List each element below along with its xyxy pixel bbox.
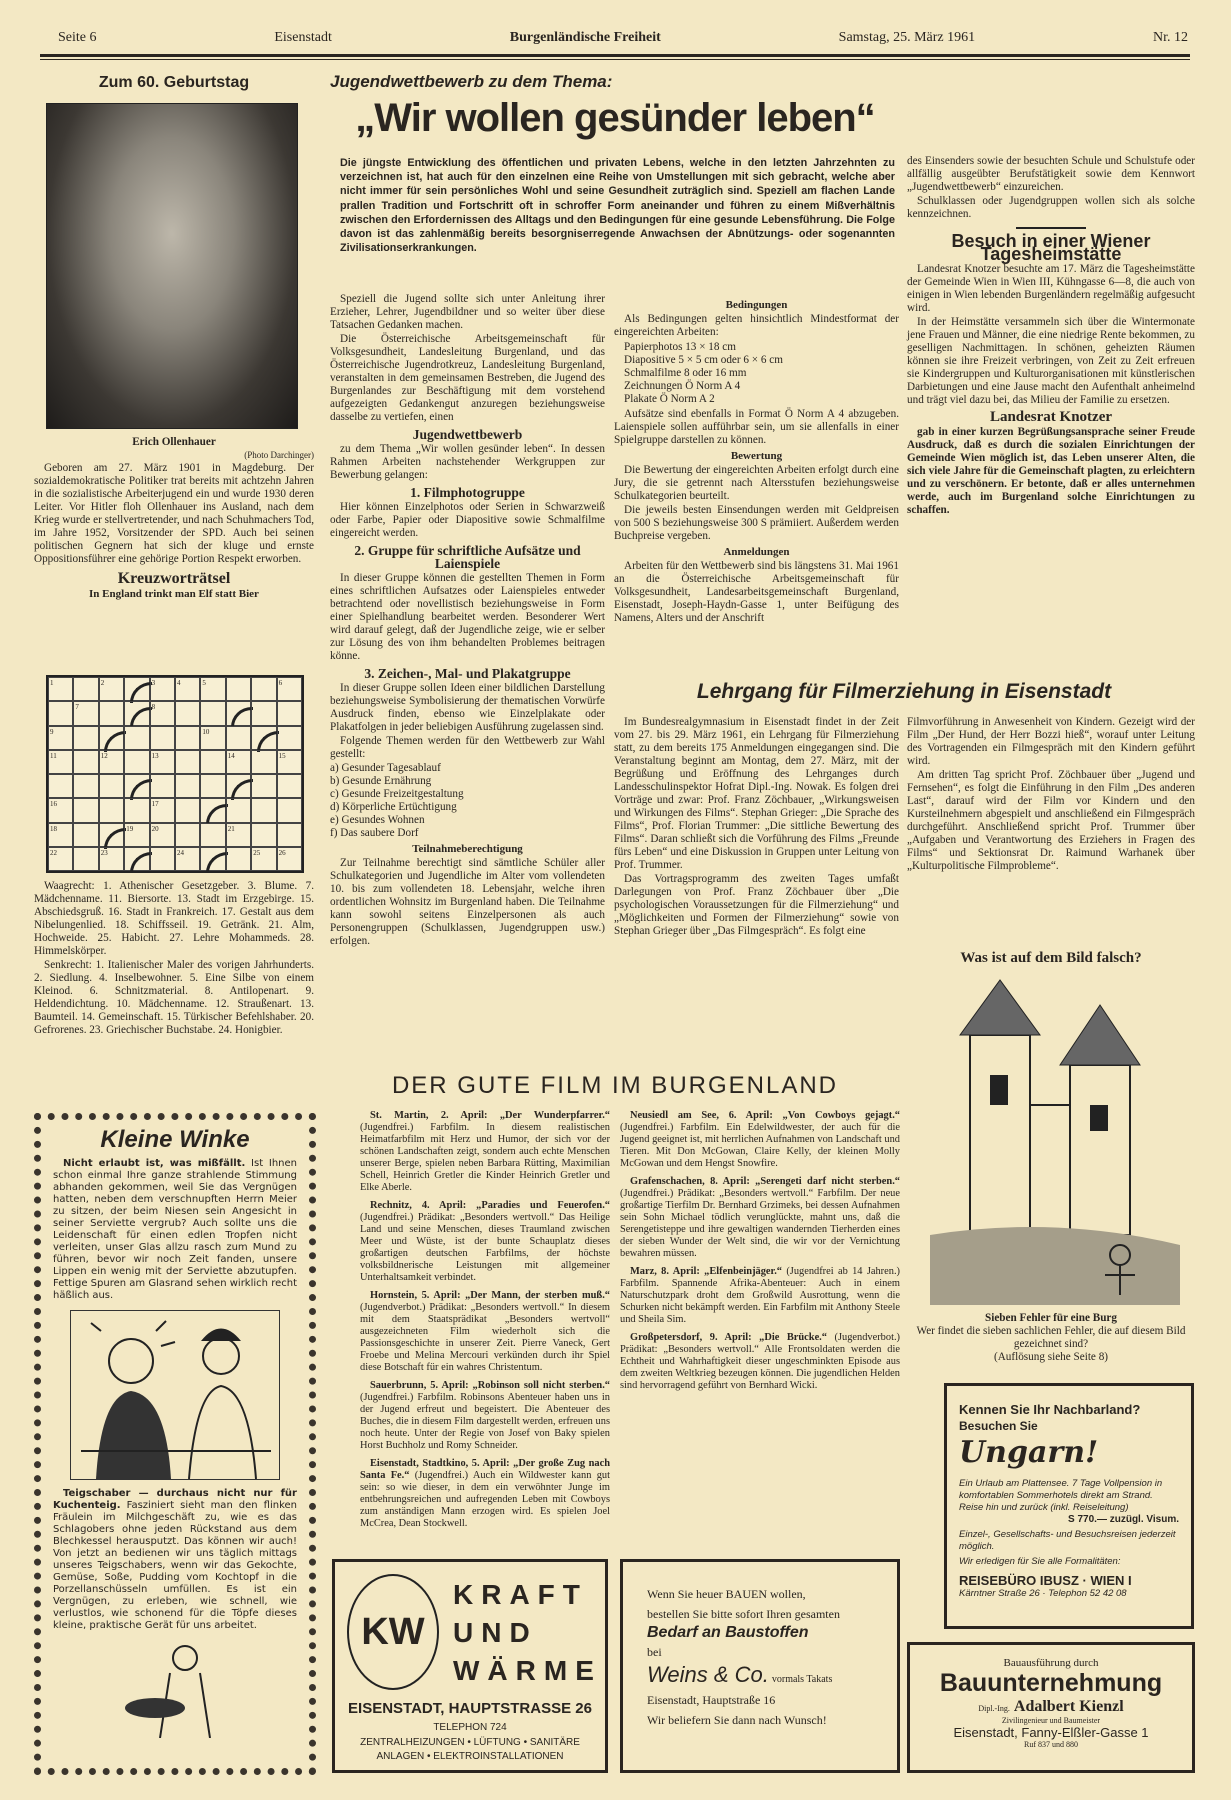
film-entry (360, 1200, 610, 1284)
kw-address: EISENSTADT, HAUPTSTRASSE 26 (348, 1700, 592, 1717)
paragraph: In dieser Gruppe können die gestellten Themen in Form eines schriftlichen Aufsatzes oder Laienspieles entweder betrachtend oder novellistisch beziehungsweise in Form einer Spielhandlung bearbeitet werden. Besonderer Wert wird darauf gelegt, daß der Jugendliche zeige, wie er selber zur Lösung des von ihm behandelten Problemes beitragen könne. (330, 572, 605, 662)
paragraph: In der Heimstätte versammeln sich über die Wintermonate jene Frauen und Männer, die eine niedrige Rente bekommen, zu geselligen Nachmittagen. In schönen, geheizten Räumen können sie ihre Freizeit verbringen, von Zeit zu Zeit erfreuen sie Kindergruppen und Kulturorganisationen mit künstlerischen Darbietungen und eine Jause macht den Aufenthalt anheimelnd und trägt viel dazu bei, das Milieu der Familie zu ersetzen. (907, 316, 1195, 406)
owner-sub: Zivilingenieur und Baumeister (1001, 1716, 1101, 1725)
puzzle-caption (907, 1312, 1195, 1364)
course-column-2 (907, 716, 1195, 874)
subheading: 3. Zeichen-, Mal- und Plakatgruppe (364, 666, 571, 681)
ad-line: bestellen Sie bitte sofort Ihren gesamten (647, 1607, 840, 1621)
crossword-cell[interactable]: 24 (175, 847, 200, 871)
subheading: Bedingungen (725, 299, 788, 311)
crossword-cell[interactable] (175, 823, 200, 847)
crossword-cell[interactable] (277, 798, 302, 822)
formats-list (614, 341, 899, 406)
film-entry-title: Eisenstadt, Stadtkino, 5. April: „Der große Zug nach Santa Fe.“ (360, 1458, 610, 1481)
crossword-cell[interactable] (73, 798, 98, 822)
contest-kicker: Jugendwettbewerb zu dem Thema: (330, 72, 613, 91)
crossword-cell[interactable] (124, 847, 149, 871)
winke-text-2: Fasziniert sieht man den flinken Fräulein im Milchgeschäft zu, wie es das Schlagobers ohne jeden Rückstand aus dem Blechkessel herausputzt. Das können wir auch! Von jetzt an bedienen wir uns täglich mittags unseres Teigschabers, wenn wir das Gekochte, Gemüse, Soße, Pudding vom Kochtopf in die Porzellanschüsseln umfüllen. Es ist ein Vergnügen, zu erleben, wie schnell, wie verlustlos, wie schonend für die Töpfe dieses kleine, praktische Gerät für uns arbeitet. (53, 1500, 297, 1631)
kw-word: WÄRME (453, 1655, 602, 1686)
visit-headline: Besuch in einer Wiener Tagesheimstätte (951, 231, 1151, 264)
crossword-cell[interactable]: 19 (124, 823, 149, 847)
portrait-name: Erich Ollenhauer (132, 436, 216, 448)
ad-line: Bedarf an Baustoffen (647, 1624, 809, 1641)
subheading: 2. Gruppe für schriftliche Aufsätze und Laienspiele (354, 543, 581, 571)
film-column-2 (620, 1110, 900, 1398)
ad-line: Kennen Sie Ihr Nachbarland? (959, 1402, 1141, 1417)
ad-text: Wir erledigen für Sie alle Formalitäten: (959, 1556, 1121, 1567)
winke-text-1: Ist Ihnen schon einmal Ihre ganze strahlende Stimmung abhanden gekommen, weil Sie das Vergnügen hatten, neben dem verschnupften Herrn Meier zu sitzen, der beim Niesen sein Angesicht in seiner Serviette vergrub? Auch sollte uns die Leidenschaft für einen edlen Tropfen nicht verleiten, unser Glas allzu rasch zum Mund zu führen, bevor wir noch Zeit fanden, unsere Lippen ein wenig mit der Serviette abzutupfen. Fettige Spuren am Glasrand sehen wirklich recht häßlich aus. (53, 1158, 297, 1301)
birthday-article (34, 436, 314, 602)
winke-lead-1: Nicht erlaubt ist, was mißfällt. (63, 1158, 246, 1169)
crossword-cell[interactable] (124, 726, 149, 750)
weins-name: Weins & Co. (647, 1662, 769, 1687)
crossword-cell[interactable] (48, 701, 73, 725)
film-entry-title: Großpetersdorf, 9. April: „Die Brücke.“ (630, 1332, 827, 1343)
film-entry (360, 1458, 610, 1530)
ungarn-script: Ungarn! (959, 1435, 1099, 1470)
crossword-subtitle: In England trinkt man Elf statt Bier (89, 588, 259, 600)
theme-item: a) Gesunder Tagesablauf (330, 762, 441, 774)
portrait-photo (46, 103, 298, 429)
format-item: Zeichnungen Ö Norm A 4 (624, 380, 741, 392)
crossword-cell[interactable] (277, 701, 302, 725)
crossword-cell[interactable]: 11 (48, 750, 73, 774)
bau-address: Eisenstadt, Fanny-Elßler-Gasse 1 (953, 1725, 1149, 1740)
crossword-cell[interactable]: 16 (48, 798, 73, 822)
crossword-cell[interactable] (99, 823, 124, 847)
crossword-cell[interactable] (200, 823, 225, 847)
film-entry-text: (Jugendfrei.) Auch ein Wildwester kann gut sein: so wie dieser, in dem ein verwöhnter Junge im entbehrungsreichen und aufregenden Leben mit Cowboys zum anständigen Mann erzogen wird. Es spielen Joel McCrea, Dean Stockwell. (360, 1470, 610, 1529)
paragraph: In dieser Gruppe sollen Ideen einer bildlichen Darstellung beziehungsweise Symbolisierung der thematischen Vorwürfe Ausdruck finden, ebenso wie Einzelplakate oder Plakatfolgen in jeder beliebigen Ausführung zugelassen sind. (330, 682, 605, 733)
bau-name: Bauunternehmung (939, 1669, 1163, 1697)
ad-line: Wir beliefern Sie dann nach Wunsch! (647, 1713, 827, 1727)
crossword-cell[interactable]: 26 (277, 847, 302, 871)
crossword-cell[interactable] (150, 774, 175, 798)
crossword-cell[interactable]: 4 (175, 677, 200, 701)
film-entry (360, 1110, 610, 1194)
ad-line: bei (647, 1645, 662, 1659)
subheading: Bewertung (730, 450, 783, 462)
film-entry-title: Neusiedl am See, 6. April: „Von Cowboys gejagt.“ (630, 1110, 900, 1121)
paragraph: Zur Teilnahme berechtigt sind sämtliche Schüler aller Schulkategorien und Jugendliche im Alter vom vollendeten 10. bis zum vollendeten 18. Lebensjahr, welche ihren ordentlichen Wohnsitz im Burgenland haben. Die Teilnahme kann sowohl seitens Einzelpersonen als auch Personengruppen (Schulklassen, Jugendgruppen usw.) erfolgen. (330, 857, 605, 947)
subheading: Anmeldungen (723, 546, 790, 558)
crossword-cell[interactable] (73, 726, 98, 750)
themes-list (330, 762, 605, 840)
contest-column-1 (330, 293, 605, 949)
contest-intro: Die jüngste Entwicklung des öffentlichen und privaten Lebens, welche in den letzten Jahrzehnten zu verzeichnen ist, hat auch für den einzelnen eine Reihe von Umstellungen mit sich gebracht, welche aber nicht immer für sein persönliches Wohl und seine Gesundheit zuträglich sind. Speziell am flachen Lande prallen Tradition und Fortschritt oft in schroffer Form aneinander und führen zu einem Mißverhältnis zwischen den Erfordernissen des Alltags und den Bedingungen für eine gesunde Lebensführung. Die Folge davon ist das zahlenmäßig bereits besorgniserregende Anwachsen der Abnützungs- oder sogenannten Zivilisationserkrankungen. (340, 157, 895, 255)
paragraph: Am dritten Tag spricht Prof. Zöchbauer über „Jugend und Fernsehen“, es folgt die Einführung in den Film „Des anderen Last“, darauf wird der Film vor Kindern und den Kursteilnehmern abgespielt und anschließend ein Filmgespräch durchgeführt. Anschließend spricht Prof. Trummer über „Aufgaben und Verantwortung des Erziehers in Fragen des Films“ und Sektionsrat Dr. Raimund Warhanek über „Kulturpolitische Filmprobleme“. (907, 769, 1195, 872)
castle-drawing (930, 975, 1180, 1305)
paragraph: Filmvorführung in Anwesenheit von Kindern. Gezeigt wird der Film „Der Hund, der Herr Bozzi hieß“, worauf unter Leitung des Vortragenden ein Filmgespräch mit den Kindern geführt wird. (907, 716, 1195, 767)
crossword-cell[interactable] (124, 701, 149, 725)
agency-name: REISEBÜRO IBUSZ · WIEN I (959, 1573, 1132, 1588)
agency-address: Kärntner Straße 26 · Telephon 52 42 08 (959, 1588, 1127, 1599)
ad-text: Ein Urlaub am Plattensee. 7 Tage Vollpension in komfortablen Sommerhotels direkt am Strand. Reise hin und zurück (inkl. Reiseleitung) (959, 1478, 1163, 1513)
crossword-cell[interactable]: 10 (200, 726, 225, 750)
ad-line: Bauausführung durch (1003, 1657, 1099, 1669)
crossword-cell[interactable]: 23 (99, 847, 124, 871)
kw-word: KRAFT (453, 1579, 588, 1610)
ad-weins (620, 1559, 900, 1773)
crossword-cell[interactable] (277, 774, 302, 798)
ad-ungarn (944, 1383, 1194, 1629)
crossword-cell[interactable] (277, 823, 302, 847)
crossword-cell[interactable] (99, 726, 124, 750)
crossword-cell[interactable] (124, 774, 149, 798)
crossword-cell[interactable]: 5 (200, 677, 225, 701)
crossword-cell[interactable]: 8 (150, 701, 175, 725)
crossword-cell[interactable] (226, 677, 251, 701)
crossword-cell[interactable] (175, 750, 200, 774)
format-item: Papierphotos 13 × 18 cm (624, 341, 736, 353)
format-item: Plakate Ö Norm A 2 (624, 393, 715, 405)
clues-down: Senkrecht: 1. Italienischer Maler des vorigen Jahrhunderts. 2. Siedlung. 4. Inselbewohner. 5. Eine Silbe von einem Kleinod. 6. Schnitzmaterial. 8. Antilopenart. 9. Heldendichtung. 10. Mädchenname. 12. Straußenart. 13. Baumteil. 14. Gemeinschaft. 15. Türkischer Befehlshaber. 20. Gefrorenes. 23. Griechischer Buchstabe. 24. Honigbier. (34, 959, 314, 1036)
issue-number: Nr. 12 (1153, 30, 1188, 45)
crossword-cell[interactable] (99, 701, 124, 725)
crossword-cell[interactable]: 3 (150, 677, 175, 701)
weins-address: Eisenstadt, Hauptstraße 16 (647, 1693, 776, 1707)
crossword-cell[interactable]: 1 (48, 677, 73, 701)
crossword-cell[interactable] (226, 701, 251, 725)
crossword-cell[interactable] (226, 774, 251, 798)
crossword-cell[interactable] (251, 677, 276, 701)
owner-name: Adalbert Kienzl (1013, 1698, 1124, 1715)
crossword-cell[interactable] (175, 798, 200, 822)
theme-item: f) Das saubere Dorf (330, 827, 419, 839)
kw-telephone: TELEPHON 724 (433, 1722, 507, 1733)
crossword-cell[interactable] (251, 726, 276, 750)
place: Eisenstadt (274, 30, 332, 45)
kw-word: UND (453, 1617, 538, 1648)
crossword-cell[interactable] (124, 750, 149, 774)
theme-item: e) Gesundes Wohnen (330, 814, 425, 826)
crossword-cell[interactable] (226, 798, 251, 822)
film-entry-text: (Jugendfrei.) Prädikat: „Besonders wertvoll.“ Farbfilm. Der neue großartige Tierfilm Dr. Bernhard Grzimeks, bei dessen Aufnahmen sein Sohn Michael tödlich verunglückte, mahnt uns, daß die Serengetisteppe und ihre gewaltigen wandernden Tierherden eines der sieben Wunder der Welt sind, die wir vor der Vernichtung bewahren müssen. (620, 1188, 900, 1259)
birthday-kicker: Zum 60. Geburtstag (98, 74, 250, 91)
crossword-cell[interactable] (73, 847, 98, 871)
crossword-cell[interactable]: 17 (150, 798, 175, 822)
birthday-text: Geboren am 27. März 1901 in Magdeburg. Der sozialdemokratische Politiker trat bereits mit achtzehn Jahren in die sozialistische Arbeiterjugend ein und wurde 1930 deren Leiter. Vor Hitler floh Ollenhauer ins Ausland, nach dem Krieg wurde er stellvertretender, und nach Schuhmachers Tod, im Jahre 1952, Vorsitzender der SPD. Auch bei seinen politischen Gegnern hat sich der kluge und ernste Oppositionsführer eine gehörige Portion Respekt erworben. (34, 462, 314, 565)
film-entry (360, 1290, 610, 1374)
crossword-cell[interactable]: 13 (150, 750, 175, 774)
paragraph: Das Vortragsprogramm des zweiten Tages umfaßt Darlegungen von Prof. Franz Zöchbauer über „Die psychologischen Voraussetzungen für die Filmerziehung“ und „Möglichkeiten und Formen der Filmerziehung“ sowie von Stephan Grieger über „Das Filmgespräch“. Es folgt eine (614, 873, 899, 937)
film-entry-text: (Jugendverbot.) Prädikat: „Besonders wertvoll.“ In diesem mit dem Staatsprädikat „Besonders wertvoll“ ausgezeichneten Film wiederholt sich die Passionsgeschichte in unserer Zeit. Pierre Vaneck, Gert Froebe und Melina Mercouri verkünden durch ihr Spiel diese Botschaft für ein wahres Christentum. (360, 1302, 610, 1373)
crossword-cell[interactable]: 25 (251, 847, 276, 871)
crossword-cell[interactable]: 6 (277, 677, 302, 701)
paragraph: Aufsätze sind ebenfalls in Format Ö Norm A 4 abzugeben. Laienspiele sollen aufführbar sein, um sie allenfalls in einer Spielgruppe darstellen zu können. (614, 408, 899, 446)
course-column-1 (614, 716, 899, 939)
crossword-cell[interactable]: 21 (226, 823, 251, 847)
crossword-cell[interactable] (200, 798, 225, 822)
subheading: 1. Filmphotogruppe (410, 485, 525, 500)
kitchen-cartoon (115, 1638, 235, 1738)
film-entry-text: (Jugendverbot.) Prädikat: „Besonders wertvoll.“ Alle Frontsoldaten werden die Echtheit und Wahrhaftigkeit dieser ungeschminkten Episode aus dem zweiten Weltkrieg bezeugen können. Die jugendlichen Helden sind hervorragend geführt von Bernhard Wicki. (620, 1332, 901, 1391)
sneezing-cartoon (70, 1310, 280, 1480)
ad-line: Besuchen Sie (959, 1419, 1038, 1433)
subheading: Jugendwettbewerb (412, 427, 523, 442)
winke-lead-2: Teigschaber — durchaus nicht nur für Kuchenteig. (53, 1488, 297, 1511)
owner-title: Dipl.-Ing. (978, 1704, 1010, 1713)
paragraph: Arbeiten für den Wettbewerb sind bis längstens 31. Mai 1961 an die Österreichische Arbeitsgemeinschaft für Volksgesundheit, Landesarbeitsgemeinschaft Burgenland, Eisenstadt, Joseph-Haydn-Gasse 1, unter Beifügung des Namens, Alters und der Anschrift (614, 560, 899, 624)
film-entry-title: Sauerbrunn, 5. April: „Robinson soll nicht sterben.“ (370, 1380, 610, 1391)
crossword-cell[interactable] (200, 750, 225, 774)
paragraph: Die Bewertung der eingereichten Arbeiten erfolgt durch eine Jury, die sie getrennt nach Altersstufen beziehungsweise Schulkategorien beurteilt. (614, 464, 899, 502)
contest-column-2 (614, 296, 899, 626)
film-headline: DER GUTE FILM IM BURGENLAND (391, 1072, 839, 1099)
theme-item: d) Körperliche Ertüchtigung (330, 801, 457, 813)
paragraph: Schulklassen oder Jugendgruppen wollen sich als solche kennzeichnen. (907, 195, 1195, 220)
crossword-cell[interactable]: 22 (48, 847, 73, 871)
film-entry-text: (Jugendfrei.) Prädikat: „Besonders wertvoll.“ Das Heilige Land und seine Menschen, dieses Traumland zwischen Meer und Wüste, ist der bunte Schauplatz dieses großartigen deutschen Farbfilms, der höchste volksbildnerische Leistungen mit allgemeiner Unterhaltsamkeit verbindet. (360, 1212, 610, 1283)
crossword-cell[interactable] (226, 726, 251, 750)
paragraph: Hier können Einzelphotos oder Serien in Schwarzweiß oder Farbe, Papier oder Diapositive sowie Schmalfilme eingereicht werden. (330, 501, 605, 539)
paragraph: des Einsenders sowie der besuchten Schule und Schulstufe oder allfällig ausgeübter Berufstätigkeit sowie dem Kennwort „Jugendwettbewerb“ einzureichen. (907, 155, 1195, 193)
crossword-cell[interactable]: 14 (226, 750, 251, 774)
crossword-cell[interactable] (150, 726, 175, 750)
film-entry-text: (Jugendfrei.) Farbfilm. In diesem realistischen Heimatfarbfilm mit Herz und Humor, der sich vor der schönen Landschaften zeigt, sondern auch echte Menschen unserer Berge, spielen neben Barbara Rütting, Maximilian Schell, Heinrich Gretler die Kinder Heinrich Gretler und Elke Aberle. (360, 1122, 610, 1193)
crossword-cell[interactable]: 12 (99, 750, 124, 774)
puzzle-title: Was ist auf dem Bild falsch? (960, 950, 1142, 966)
paragraph: zu dem Thema „Wir wollen gesünder leben“. In dessen Rahmen Arbeiten nachstehender Werkgruppen zur Bewerbung gelangen: (330, 443, 605, 481)
film-column-1 (360, 1110, 610, 1536)
crossword-clues (34, 880, 314, 1038)
caption-text: Wer findet die sieben sachlichen Fehler, die auf diesem Bild gezeichnet sind? (916, 1325, 1186, 1350)
film-entry (620, 1176, 900, 1260)
caption-title: Sieben Fehler für eine Burg (985, 1312, 1117, 1324)
crossword-cell[interactable] (175, 726, 200, 750)
paragraph: Die jeweils besten Einsendungen werden mit Geldpreisen von 500 S beziehungsweise 300 S prämiiert. Außerdem werden Buchpreise vergeben. (614, 504, 899, 542)
crossword-cell[interactable] (99, 774, 124, 798)
subheading: Landesrat Knotzer (989, 409, 1113, 425)
contest-headline: „Wir wollen gesünder leben“ (355, 96, 875, 140)
film-entry (360, 1380, 610, 1452)
right-column-top (907, 155, 1195, 518)
ad-kraft-und-waerme (332, 1559, 608, 1773)
crossword-cell[interactable] (277, 726, 302, 750)
crossword-cell[interactable]: 20 (150, 823, 175, 847)
crossword-cell[interactable] (251, 798, 276, 822)
film-entry-title: Grafenschachen, 8. April: „Serengeti darf nicht sterben.“ (630, 1176, 900, 1187)
crossword-cell[interactable] (175, 701, 200, 725)
crossword-cell[interactable]: 9 (48, 726, 73, 750)
crossword-title: Kreuzworträtsel (117, 570, 231, 587)
paragraph: Speziell die Jugend sollte sich unter Anleitung ihrer Erzieher, Lehrer, Jugendbildner und so weiter über diese Tatsachen Gedanken machen. (330, 293, 605, 331)
format-item: Schmalfilme 8 oder 16 mm (624, 367, 747, 379)
issue-date: Samstag, 25. März 1961 (838, 30, 976, 45)
crossword-cell[interactable] (251, 823, 276, 847)
crossword-cell[interactable] (99, 798, 124, 822)
crossword-cell[interactable] (73, 677, 98, 701)
solution-note: (Auflösung siehe Seite 8) (993, 1351, 1109, 1363)
crossword-cell[interactable]: 15 (277, 750, 302, 774)
crossword-cell[interactable] (73, 750, 98, 774)
paragraph: Im Bundesrealgymnasium in Eisenstadt findet in der Zeit vom 27. bis 29. März 1961, ein Lehrgang für Filmerziehung statt, zu dem bereits 175 Anmeldungen eingegangen sind. Die Veranstaltung beginnt am Montag, dem 27. März, mit der Begrüßung und Eröffnung des Lehrganges durch Landesschulinspektor Hofrat Dipl.-Ing. Nowak. Es folgen drei Vorträge und zwar: Prof. Franz Zöchbauer, „Wirkungsweisen und Wirkungen des Films“. Stephan Grieger: „Die Sprache des Films“, Prof. Florian Trummer: „Die sittliche Bewertung des Films“. Daran schließt sich die Vorführung des Films „Freunde fürs Leben“ und eine Diskussion in Gruppen unter Leitung von Prof. Trummer. (614, 716, 899, 871)
page-number: Seite 6 (58, 30, 97, 45)
subheading: Teilnahmeberechtigung (412, 843, 523, 855)
weins-former: vormals Takats (771, 1674, 833, 1685)
photo-credit: (Photo Darchinger) (244, 450, 314, 460)
paragraph: Als Bedingungen gelten hinsichtlich Mindestformat der eingereichten Arbeiten: (614, 313, 899, 338)
course-headline: Lehrgang für Filmerziehung in Eisenstadt (696, 680, 1112, 703)
crossword-cell[interactable] (150, 847, 175, 871)
kw-services: ZENTRALHEIZUNGEN • LÜFTUNG • SANITÄRE ANLAGEN • ELEKTROINSTALLATIONEN (360, 1737, 580, 1762)
film-entry-title: Marz, 8. April: „Elfenbeinjäger.“ (630, 1266, 782, 1277)
ad-bauunternehmung (907, 1642, 1195, 1773)
film-entry (620, 1110, 900, 1170)
film-entry-title: St. Martin, 2. April: „Der Wunderpfarrer.“ (370, 1110, 610, 1121)
crossword-cell[interactable] (200, 701, 225, 725)
ad-text: Einzel-, Gesellschafts- und Besuchsreisen jederzeit möglich. (959, 1529, 1176, 1552)
paragraph: gab in einer kurzen Begrüßungsansprache seiner Freude Ausdruck, daß es durch die sozialen Einrichtungen der Gemeinde Wien möglich ist, das Leben unserer Alten, die sich viele Jahre für die Gemeinschaft plagten, zu erleichtern und zu verschönern. Er betonte, daß er alles unternehmen werde, auch im Burgenland solche Einrichtungen zu schaffen. (907, 426, 1195, 516)
crossword-cell[interactable] (200, 847, 225, 871)
format-item: Diapositive 5 × 5 cm oder 6 × 6 cm (624, 354, 783, 366)
paragraph: Die Österreichische Arbeitsgemeinschaft für Volksgesundheit, Landesleitung Burgenland, und das Österreichische Jugendrotkreuz, Landesleitung Burgenland, veranstalten in dem gemeinsamen Bestreben, die Jugend des Burgenlandes zur Beschäftigung mit dem vorstehend aufgezeigten Gedankengut anzuregen beziehungsweise dasselbe zu vertiefen, einen (330, 333, 605, 423)
crossword-cell[interactable] (73, 774, 98, 798)
crossword-grid[interactable] (46, 675, 304, 873)
crossword-cell[interactable] (124, 798, 149, 822)
crossword-cell[interactable]: 7 (73, 701, 98, 725)
crossword-cell[interactable] (251, 701, 276, 725)
crossword-cell[interactable] (124, 677, 149, 701)
ad-line: Wenn Sie heuer BAUEN wollen, (647, 1587, 806, 1601)
crossword-cell[interactable] (200, 774, 225, 798)
crossword-cell[interactable] (175, 774, 200, 798)
film-entry (620, 1266, 900, 1326)
paragraph: Folgende Themen werden für den Wettbewerb zur Wahl gestellt: (330, 735, 605, 760)
crossword-cell[interactable] (48, 774, 73, 798)
theme-item: b) Gesunde Ernährung (330, 775, 432, 787)
paragraph: Landesrat Knotzer besuchte am 17. März die Tagesheimstätte der Gemeinde Wien in Wien III, Kühngasse 6—8, die auch von einigen in Wien lebenden Burgenländern regelmäßig aufgesucht wird. (907, 263, 1195, 314)
film-entry-text: (Jugendfrei.) Farbfilm. Ein Edelwildwester, der auch für die Jugend geeignet ist, mit herrlichen Aufnahmen von Landschaft und Tieren. Mit Don McGowan, Claire Kelly, der kleinen Molly McGowan und dem Hengst Snowfire. (620, 1122, 900, 1169)
crossword-cell[interactable] (251, 750, 276, 774)
film-entry-text: (Jugendfrei ab 14 Jahren.) Farbfilm. Spannende Afrika-Abenteuer: Auch in einem Naturschutzpark droht dem Großwild Ausrottung, wenn die Schurken nicht bekämpft werden. Ein Farbfilm mit Anthony Steele und Sheila Sim. (620, 1266, 901, 1325)
crossword-cell[interactable] (73, 823, 98, 847)
header-rule (40, 54, 1190, 60)
winke-title: Kleine Winke (100, 1126, 250, 1153)
theme-item: c) Gesunde Freizeitgestaltung (330, 788, 464, 800)
crossword-cell[interactable] (251, 774, 276, 798)
kleine-winke-box (34, 1113, 316, 1775)
clues-across: Waagrecht: 1. Athenischer Gesetzgeber. 3. Blume. 7. Mädchenname. 11. Biersorte. 13. Stadt im Erzgebirge. 15. Abschiedsgruß. 16. Stadt in Frankreich. 17. Gestalt aus dem Nibelungenlied. 18. Schiffsseil. 19. Getränk. 21. Alm, Hochweide. 25. Habicht. 27. Lehre Mohammeds. 28. Himmelskörper. (34, 880, 314, 957)
newspaper-name: Burgenländische Freiheit (509, 30, 661, 45)
film-entry-title: Hornstein, 5. April: „Der Mann, der sterben muß.“ (370, 1290, 610, 1301)
crossword-cell[interactable]: 18 (48, 823, 73, 847)
film-entry-text: (Jugendfrei.) Farbfilm. Robinsons Abenteuer haben uns in der Jugend erfreut und begeistert. Die Abenteuer des Buches, die in diesem Film dargestellt werden, erfreuen uns noch heute. Unter der Regie von Josef von Baky spielen Horst Buchholz und Romy Schneider. (360, 1392, 610, 1451)
film-entry-title: Rechnitz, 4. April: „Paradies und Feuerofen.“ (370, 1200, 610, 1211)
film-entry (620, 1332, 900, 1392)
bau-telephone: Ruf 837 und 880 (1024, 1740, 1078, 1749)
kw-logo: KW (347, 1574, 439, 1690)
crossword-cell[interactable]: 2 (99, 677, 124, 701)
page-header (58, 30, 1188, 52)
crossword-cell[interactable] (226, 847, 251, 871)
ad-price: S 770.— zuzügl. Visum. (1068, 1514, 1179, 1525)
